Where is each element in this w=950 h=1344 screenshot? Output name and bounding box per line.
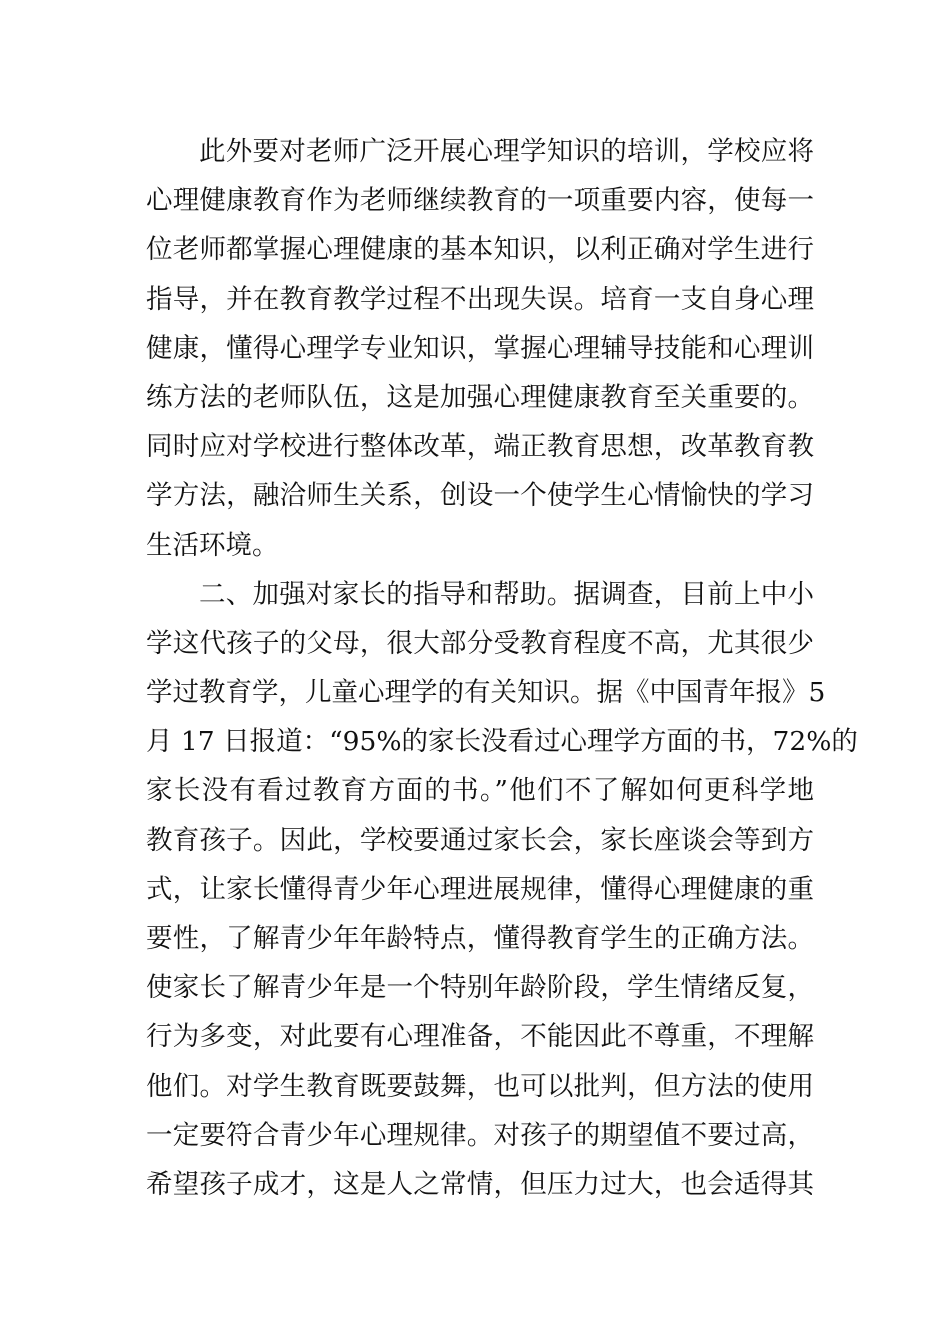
paragraph-2-line-7: 式，让家长懂得青少年心理进展规律，懂得心理健康的重 [146,873,814,905]
paragraph-1-line-9: 生活环境。 [146,529,279,561]
paragraph-1-line-1: 此外要对老师广泛开展心理学知识的培训，学校应将 [199,136,814,167]
paragraph-1-line-5: 健康，懂得心理学专业知识，掌握心理辅导技能和心理训 [146,332,814,364]
paragraph-2-line-5: 家长没有看过教育方面的书。”他们不了解如何更科学地 [146,775,814,807]
paragraph-2-line-1: 二、加强对家长的指导和帮助。据调查，目前上中小 [199,578,814,610]
paragraph-1-line-6: 练方法的老师队伍，这是加强心理健康教育至关重要的。 [146,381,814,413]
paragraph-2-line-12: 一定要符合青少年心理规律。对孩子的期望值不要过高， [146,1119,814,1151]
paragraph-1-line-7: 同时应对学校进行整体改革，端正教育思想，改革教育教 [146,431,814,463]
paragraph-2-line-13: 希望孩子成才，这是人之常情，但压力过大，也会适得其 [146,1168,814,1200]
paragraph-1-line-2: 心理健康教育作为老师继续教育的一项重要内容，使每一 [146,185,814,217]
paragraph-2-line-4: 月 17 日报道：“95%的家长没看过心理学方面的书，72%的 [146,726,858,758]
paragraph-2-line-6: 教育孩子。因此，学校要通过家长会，家长座谈会等到方 [146,824,814,856]
paragraph-2-line-10: 行为多变，对此要有心理准备，不能因此不尊重，不理解 [146,1021,814,1053]
paragraph-2-line-8: 要性，了解青少年年龄特点，懂得教育学生的正确方法。 [146,923,814,954]
paragraph-2-line-2: 学这代孩子的父母，很大部分受教育程度不高，尤其很少 [146,627,814,659]
paragraph-2-line-9: 使家长了解青少年是一个特别年龄阶段，学生情绪反复， [146,972,814,1004]
paragraph-1-line-8: 学方法，融洽师生关系，创设一个使学生心情愉快的学习 [146,480,814,512]
body-text [146,127,858,1209]
paragraph-2-line-11: 他们。对学生教育既要鼓舞，也可以批判，但方法的使用 [146,1070,814,1102]
paragraph-2-line-3: 学过教育学，儿童心理学的有关知识。据《中国青年报》5 [146,677,826,709]
paragraph-1-line-3: 位老师都掌握心理健康的基本知识，以利正确对学生进行 [146,234,814,266]
paragraph-1-line-4: 指导，并在教育教学过程不出现失误。培育一支自身心理 [146,283,814,315]
